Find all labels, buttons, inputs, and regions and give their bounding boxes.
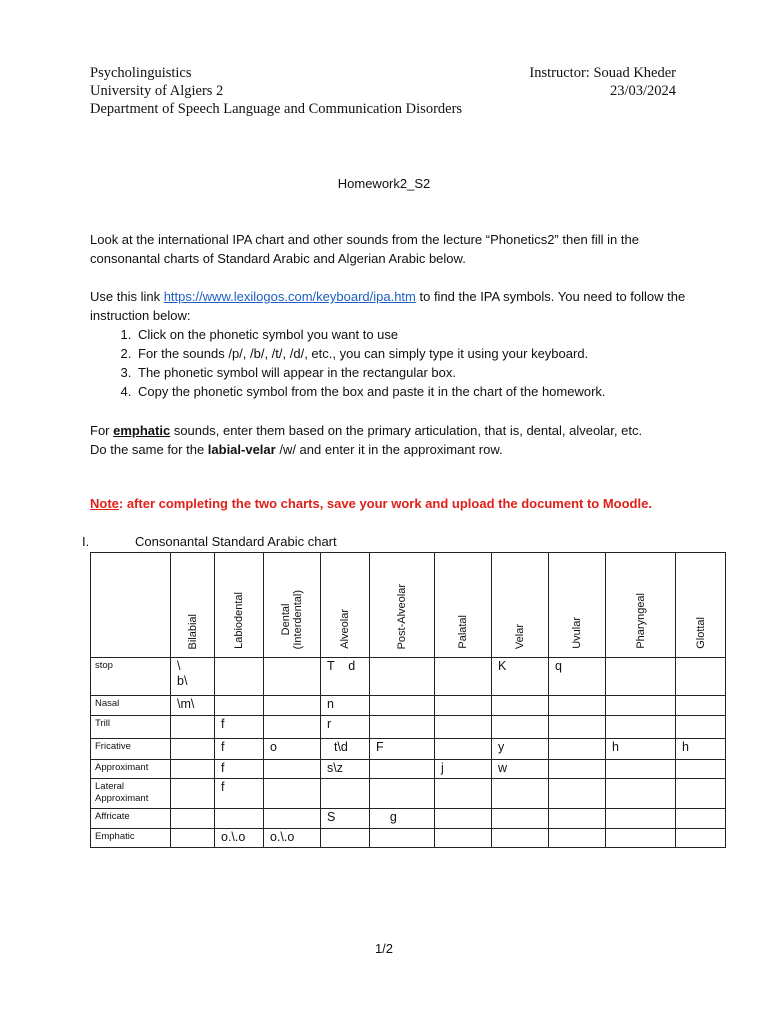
chart-cell[interactable] [264,658,321,696]
chart-cell[interactable] [435,809,492,829]
note-text: : after completing the two charts, save your work and upload the document to Moodle. [118,496,652,511]
chart-cell[interactable] [549,696,606,716]
department-name: Department of Speech Language and Communication Disorders [90,101,463,117]
chart-cell[interactable] [171,779,215,809]
column-header-label: Velar [514,623,526,649]
chart-cell[interactable]: q [549,658,606,696]
chart-header-row [91,553,726,658]
column-header-label: Uvular [571,617,583,649]
column-header-label: Bilabial [186,613,199,649]
chart-cell[interactable] [549,779,606,809]
column-header-label: Palatal [457,615,469,649]
chart-cell[interactable]: f [215,779,264,809]
link-paragraph [90,287,690,325]
chart-cell[interactable] [549,760,606,779]
document-date: 23/03/2024 [609,83,676,99]
chart-cell[interactable] [264,760,321,779]
section-title: Consonantal Standard Arabic chart [135,534,337,549]
intro-paragraph: Look at the international IPA chart and other sounds from the lecture “Phonetics2” then fill in the consonantal charts of Standard Arabic and Algerian Arabic below. [90,232,639,266]
column-header-label: Post-Alveolar [396,583,408,649]
chart-body [91,658,726,848]
chart-cell[interactable]: F [370,739,435,760]
consonant-chart [90,552,726,848]
row-label: Approximant [91,760,171,779]
chart-cell[interactable] [171,739,215,760]
chart-cell[interactable] [676,779,726,809]
chart-cell[interactable] [606,658,676,696]
chart-cell[interactable] [676,716,726,739]
chart-cell[interactable] [370,658,435,696]
chart-cell[interactable] [492,779,549,809]
chart-cell[interactable]: f [215,760,264,779]
column-header-label: Labiodental [233,592,245,649]
column-header [676,553,726,658]
chart-cell[interactable] [435,739,492,760]
labial-after: /w/ and enter it in the approximant row. [275,442,503,457]
row-label: Fricative [91,739,171,760]
labial-before: Do the same for the [90,442,208,457]
chart-cell[interactable] [215,658,264,696]
chart-cell[interactable] [549,829,606,848]
chart-cell[interactable] [676,760,726,779]
labial-velar-term: labial-velar [207,442,276,457]
chart-cell[interactable]: o.\.o [264,829,321,848]
chart-cell[interactable] [492,696,549,716]
row-label: Nasal [91,696,171,716]
chart-cell[interactable] [171,716,215,739]
chart-cell[interactable] [171,809,215,829]
chart-cell[interactable] [435,716,492,739]
labial-velar-paragraph [90,440,690,459]
row-label: Emphatic [91,829,171,848]
chart-cell[interactable] [215,696,264,716]
column-header [370,553,435,658]
chart-cell[interactable] [370,760,435,779]
chart-cell[interactable] [676,696,726,716]
column-header [171,553,215,658]
chart-cell[interactable] [606,829,676,848]
chart-cell[interactable]: T d [321,658,370,696]
link-paragraph-before: Use this link [90,289,164,304]
link-paragraph-after: to find the IPA symbols. You need to follow the instruction below: [90,289,686,323]
column-header [215,553,264,658]
chart-cell[interactable] [171,760,215,779]
header-left [90,64,462,118]
chart-cell[interactable] [321,779,370,809]
chart-cell[interactable]: s\z [321,760,370,779]
row-label: Trill [91,716,171,739]
chart-cell[interactable] [435,696,492,716]
column-header-label: Glottal [694,617,707,649]
chart-cell[interactable] [435,779,492,809]
chart-cell[interactable] [370,829,435,848]
document-title: Homework2_S2 [337,176,431,191]
chart-cell[interactable]: f [215,716,264,739]
emphatic-before: For [90,423,114,438]
chart-cell[interactable] [370,716,435,739]
chart-cell[interactable] [215,809,264,829]
chart-cell[interactable] [606,716,676,739]
column-header [264,553,321,658]
chart-cell[interactable] [370,779,435,809]
chart-cell[interactable]: S [321,809,370,829]
chart-cell[interactable] [549,739,606,760]
instruction-steps [90,325,690,401]
chart-cell[interactable] [435,829,492,848]
chart-row [91,696,726,716]
university-name: University of Algiers 2 [90,83,224,99]
instruction-step: 2. For the sounds /p/, /b/, /t/, /d/, etc., you can simply type it using your keyboard. [135,344,690,363]
corner-cell [91,553,171,658]
chart-row [91,716,726,739]
chart-cell[interactable] [676,658,726,696]
chart-cell[interactable]: r [321,716,370,739]
column-header-label: Alveolar [339,609,351,649]
chart-cell[interactable]: w [492,760,549,779]
instruction-step: 1. Click on the phonetic symbol you want to use [135,325,690,344]
chart-cell[interactable] [606,760,676,779]
ipa-keyboard-link[interactable]: https://www.lexilogos.com/keyboard/ipa.htm [163,289,416,304]
note-line [90,496,652,511]
emphatic-term: emphatic [113,423,171,438]
chart-cell[interactable]: j [435,760,492,779]
chart-cell[interactable]: h [676,739,726,760]
emphatic-instructions [90,421,690,459]
chart-cell[interactable]: \ b\ [171,658,215,696]
emphatic-after: sounds, enter them based on the primary articulation, that is, dental, alveolar, etc. [170,423,643,438]
chart-cell[interactable] [676,809,726,829]
note-label: Note [90,496,119,511]
row-label: Lateral Approximant [91,779,171,809]
chart-cell[interactable] [492,716,549,739]
chart-cell[interactable]: y [492,739,549,760]
chart-cell[interactable]: h [606,739,676,760]
section-number: I. [82,534,90,549]
chart-cell[interactable]: o.\.o [215,829,264,848]
chart-cell[interactable] [264,696,321,716]
column-header-label: Dental (Interdental) [280,589,304,649]
chart-cell[interactable]: t\d [321,739,370,760]
column-header [549,553,606,658]
chart-cell[interactable]: g [370,809,435,829]
chart-cell[interactable] [606,696,676,716]
chart-cell[interactable]: \m\ [171,696,215,716]
chart-cell[interactable] [264,779,321,809]
chart-cell[interactable] [676,829,726,848]
chart-cell[interactable]: o [264,739,321,760]
chart-cell[interactable] [321,829,370,848]
chart-row [91,739,726,760]
header-right [529,64,676,100]
chart-cell[interactable] [171,829,215,848]
row-label: Affricate [91,809,171,829]
row-label: stop [91,658,171,696]
instruction-step: 3. The phonetic symbol will appear in the rectangular box. [135,363,690,382]
chart-cell[interactable] [264,809,321,829]
emphatic-paragraph [90,421,690,440]
instructor-name: Instructor: Souad Kheder [529,65,676,81]
course-name: Psycholinguistics [90,65,192,81]
chart-cell[interactable] [492,809,549,829]
column-header-label: Pharyngeal [634,593,647,649]
column-header [435,553,492,658]
chart-cell[interactable] [606,779,676,809]
column-header [606,553,676,658]
chart-cell[interactable]: n [321,696,370,716]
chart-row [91,809,726,829]
chart-row [91,760,726,779]
chart-cell[interactable] [549,809,606,829]
chart-cell[interactable] [549,716,606,739]
chart-cell[interactable] [606,809,676,829]
chart-cell[interactable]: K [492,658,549,696]
chart-cell[interactable] [264,716,321,739]
chart-cell[interactable]: f [215,739,264,760]
page-number: 1/2 [374,941,394,956]
column-header [321,553,370,658]
chart-cell[interactable] [435,658,492,696]
chart-row [91,829,726,848]
column-header [492,553,549,658]
instruction-step: 4. Copy the phonetic symbol from the box and paste it in the chart of the homework. [135,382,690,401]
chart-cell[interactable] [492,829,549,848]
chart-cell[interactable] [370,696,435,716]
chart-row [91,779,726,809]
chart-row [91,658,726,696]
instructions-block [90,287,690,401]
